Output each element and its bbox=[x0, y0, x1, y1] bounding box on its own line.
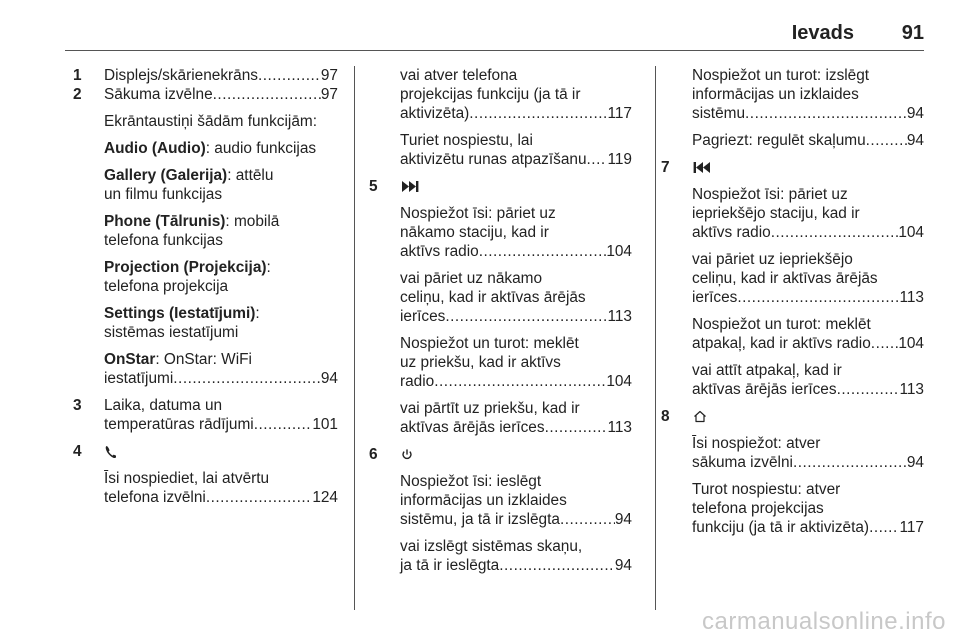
page-ref: 97 bbox=[320, 86, 338, 103]
item-number: 4 bbox=[73, 443, 82, 460]
column-1 bbox=[73, 66, 338, 515]
item-number: 1 bbox=[73, 67, 82, 84]
power-off-desc: Nospiežot un turot: izslēgt informācijas un izklaides sistēmu ..... 94 bbox=[692, 66, 924, 123]
gallery-label: Gallery (Galerija) bbox=[104, 167, 228, 184]
page-ref: 119 bbox=[607, 151, 632, 168]
column-3 bbox=[661, 66, 924, 545]
page-ref: 113 bbox=[607, 419, 632, 436]
item-number: 6 bbox=[369, 446, 378, 463]
page-ref: 101 bbox=[312, 416, 338, 433]
item-7-b: vai pāriet uz iepriekšējo celiņu, kad ir aktīvas ārējās ierīces ..... 113 bbox=[692, 250, 924, 307]
item-6-a: Nospiežot īsi: ieslēgt informācijas un izklaides sistēmu, ja tā ir izslēgta ..... 94 bbox=[400, 472, 632, 529]
item-number: 2 bbox=[73, 86, 82, 103]
item-number: 7 bbox=[661, 159, 670, 176]
page-ref: 94 bbox=[614, 511, 632, 528]
item-number: 5 bbox=[369, 178, 378, 195]
item-5-d: vai pārtīt uz priekšu, kad ir aktīvas ārējās ierīces ..... 113 bbox=[400, 399, 632, 437]
page-ref: 104 bbox=[606, 373, 632, 390]
page-ref: 94 bbox=[906, 132, 924, 149]
onstar-label: OnStar bbox=[104, 351, 156, 368]
item-7-c: Nospiežot un turot: meklēt atpakaļ, kad ir aktīvs radio ..... 104 bbox=[692, 315, 924, 353]
item-5 bbox=[369, 177, 632, 196]
phone-label: Phone (Tālrunis) bbox=[104, 213, 226, 230]
phone-desc: Phone (Tālrunis): mobilā telefona funkcijas bbox=[104, 213, 280, 249]
watermark: carmanualsonline.info bbox=[702, 608, 946, 635]
page-ref: 104 bbox=[606, 243, 632, 260]
item-6 bbox=[369, 445, 632, 464]
previous-track-icon bbox=[692, 158, 712, 177]
item-7-d: vai attīt atpakaļ, kad ir aktīvas ārējās ierīces ..... 113 bbox=[692, 361, 924, 399]
item-number: 3 bbox=[73, 397, 82, 414]
page-ref: 113 bbox=[899, 289, 924, 306]
page-ref: 94 bbox=[320, 370, 338, 387]
item-text: Displejs/skārienekrāns bbox=[104, 67, 258, 84]
item-4-desc: Īsi nospiediet, lai atvērtu telefona izvēlni ..... 124 bbox=[104, 469, 338, 507]
section-title: Ievads bbox=[791, 22, 854, 44]
item-7-a: Nospiežot īsi: pāriet uz iepriekšējo staciju, kad ir aktīvs radio ..... 104 bbox=[692, 185, 924, 242]
column-2 bbox=[369, 66, 632, 583]
item-text: Sākuma izvēlne bbox=[104, 86, 213, 103]
column-divider-1 bbox=[354, 66, 355, 610]
voice-desc: Turiet nospiestu, lai aktivizētu runas atpazīšanu ..... 119 bbox=[400, 131, 632, 169]
item-5-b: vai pāriet uz nākamo celiņu, kad ir aktīvas ārējās ierīces ..... 113 bbox=[400, 269, 632, 326]
settings-label: Settings (Iestatījumi) bbox=[104, 305, 256, 322]
item-2 bbox=[73, 85, 338, 104]
page-ref: 117 bbox=[607, 105, 632, 122]
page-header bbox=[65, 22, 924, 52]
page-ref: 124 bbox=[312, 489, 338, 506]
page-ref: 117 bbox=[899, 519, 924, 536]
page-number: 91 bbox=[901, 22, 924, 44]
page-ref: 97 bbox=[320, 67, 338, 84]
column-divider-2 bbox=[655, 66, 656, 610]
item-4-continued: vai atver telefona projekcijas funkciju (ja tā ir aktivizēta) ..... 117 bbox=[400, 66, 632, 123]
page-ref: 94 bbox=[614, 557, 632, 574]
item-8-a: Īsi nospiežot: atver sākuma izvēlni ..... 94 bbox=[692, 434, 924, 472]
item-8 bbox=[661, 407, 924, 426]
item-5-a: Nospiežot īsi: pāriet uz nākamo staciju, kad ir aktīvs radio ..... 104 bbox=[400, 204, 632, 261]
item-1 bbox=[73, 66, 338, 85]
intro-text: Ekrāntaustiņi šādām funkcijām: bbox=[104, 113, 317, 130]
item-8-b: Turot nospiestu: atver telefona projekcijas funkciju (ja tā ir aktivizēta) ..... 117 bbox=[692, 480, 924, 537]
page-ref: 94 bbox=[906, 105, 924, 122]
volume-desc: Pagriezt: regulēt skaļumu ..... 94 bbox=[692, 131, 924, 150]
page-ref: 104 bbox=[898, 335, 924, 352]
audio-desc: Audio (Audio): audio funkcijas bbox=[104, 140, 317, 157]
onstar-desc: OnStar: OnStar: WiFi iestatījumi ..... 94 bbox=[104, 350, 338, 388]
power-icon bbox=[400, 445, 414, 464]
audio-label: Audio (Audio) bbox=[104, 140, 206, 157]
item-7 bbox=[661, 158, 924, 177]
item-5-c: Nospiežot un turot: meklēt uz priekšu, kad ir aktīvs radio ..... 104 bbox=[400, 334, 632, 391]
projection-desc: Projection (Projekcija): telefona projekcija bbox=[104, 259, 271, 295]
projection-label: Projection (Projekcija) bbox=[104, 259, 267, 276]
gallery-desc: Gallery (Galerija): attēlu un filmu funkcijas bbox=[104, 167, 274, 203]
next-track-icon bbox=[400, 177, 420, 196]
home-icon bbox=[692, 407, 708, 426]
page-ref: 104 bbox=[898, 224, 924, 241]
header-rule bbox=[65, 50, 924, 51]
page-ref: 113 bbox=[899, 381, 924, 398]
item-number: 8 bbox=[661, 408, 670, 425]
page-ref: 94 bbox=[906, 454, 924, 471]
item-6-b: vai izslēgt sistēmas skaņu, ja tā ir ieslēgta ..... 94 bbox=[400, 537, 632, 575]
item-4 bbox=[73, 442, 338, 461]
item-3: 3 Laika, datuma un temperatūras rādījumi ..... 101 bbox=[104, 396, 338, 434]
settings-desc: Settings (Iestatījumi): sistēmas iestatījumi bbox=[104, 305, 260, 341]
page-ref: 113 bbox=[607, 308, 632, 325]
phone-handset-icon bbox=[104, 442, 118, 461]
